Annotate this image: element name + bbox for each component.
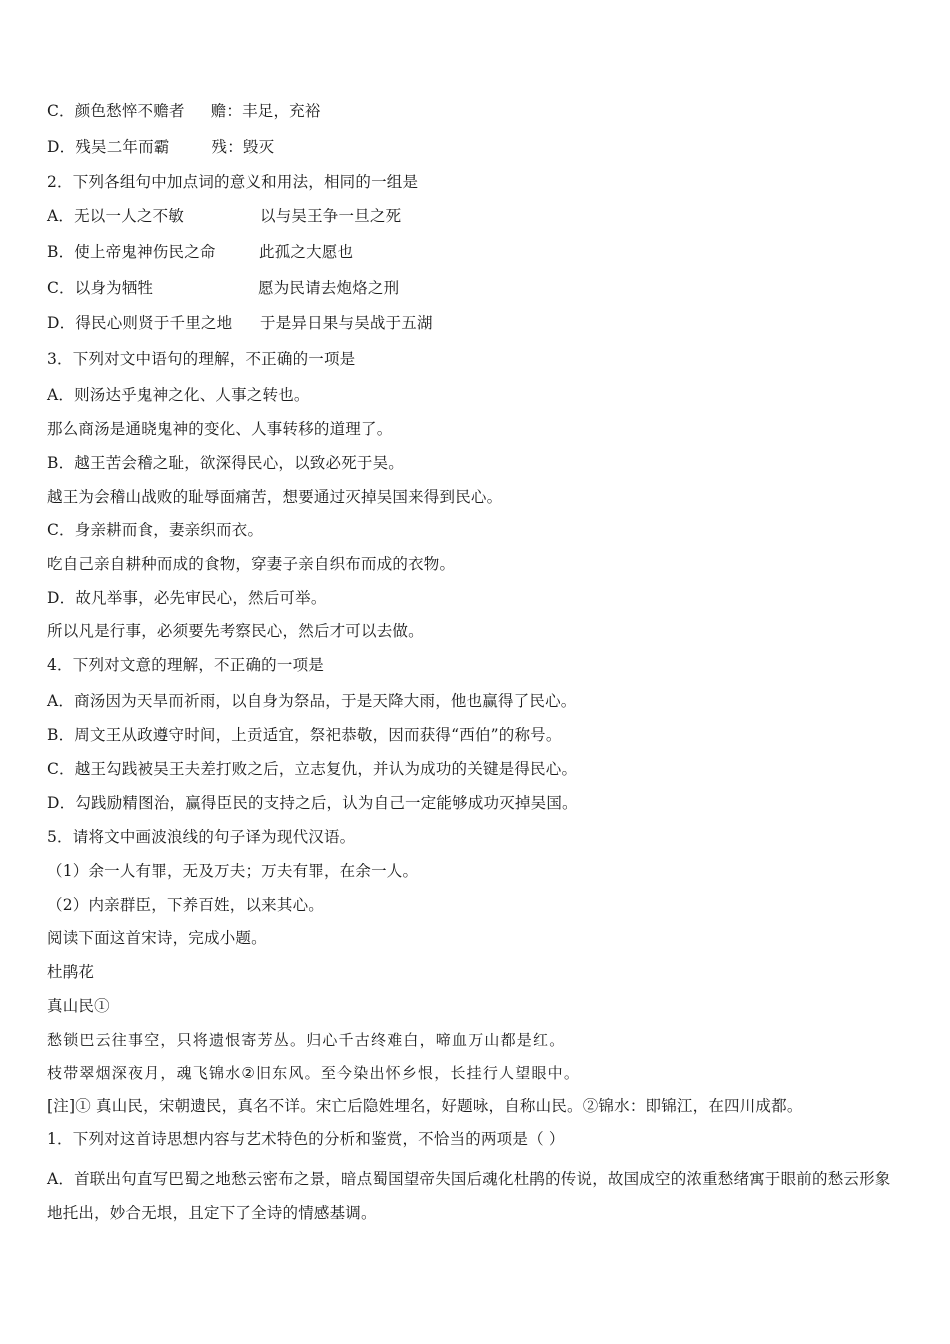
q2-option-b-left: B．使上帝鬼神伤民之命 (47, 243, 216, 261)
poem-title: 杜鹃花 (47, 963, 95, 981)
q4-option-d: D．勾践励精图治，赢得臣民的支持之后，认为自己一定能够成功灭掉吴国。 (47, 794, 578, 812)
q3-option-c: C．身亲耕而食，妻亲织而衣。 (47, 521, 264, 539)
poem-author: 真山民① (47, 997, 110, 1015)
q4-option-a: A．商汤因为天旱而祈雨，以自身为祭品，于是天降大雨，他也赢得了民心。 (47, 692, 577, 710)
q2-option-b (47, 242, 353, 262)
q2-option-a-left: A．无以一人之不敏 (47, 207, 184, 225)
q2-option-b-right: 此孤之大愿也 (259, 243, 354, 261)
q4-option-b: B．周文王从政遵守时间，上贡适宜，祭祀恭敬，因而获得“西伯”的称号。 (47, 726, 562, 744)
reading-intro: 阅读下面这首宋诗，完成小题。 (47, 929, 267, 947)
question-5: 5．请将文中画波浪线的句子译为现代汉语。 (47, 828, 356, 846)
sub-question-1-option-a: A．首联出句直写巴蜀之地愁云密布之景，暗点蜀国望帝失国后魂化杜鹃的传说，故国成空的浓重愁绪寓于眼前的愁云形象地托出，妙合无垠，且定下了全诗的情感基调。 (47, 1170, 891, 1222)
q4-option-c: C．越王勾践被吴王夫差打败之后，立志复仇，并认为成功的关键是得民心。 (47, 760, 578, 778)
q3-option-d-translation: 所以凡是行事，必须要先考察民心，然后才可以去做。 (47, 622, 424, 640)
poem-line-2: 枝带翠烟深夜月，魂飞锦水②旧东风。至今染出怀乡恨，长挂行人望眼中。 (47, 1064, 581, 1082)
question-2: 2．下列各组句中加点词的意义和用法，相同的一组是 (47, 173, 419, 191)
q3-option-b-translation: 越王为会稽山战败的耻辱面痛苦，想要通过灭掉吴国来得到民心。 (47, 488, 503, 506)
poem-note: [注]① 真山民，宋朝遗民，真名不详。宋亡后隐姓埋名，好题咏，自称山民。②锦水：即锦江，在四川成都。 (47, 1097, 803, 1115)
option-c-text: C．颜色愁悴不赡者 (47, 102, 185, 120)
q2-option-d-left: D．得民心则贤于千里之地 (47, 314, 233, 332)
option-c-gloss: 赡：丰足，充裕 (210, 102, 321, 120)
q2-option-c-right: 愿为民请去炮烙之刑 (258, 279, 400, 297)
question-3: 3．下列对文中语句的理解，不正确的一项是 (47, 350, 356, 368)
q2-option-d (47, 313, 433, 333)
q2-option-c-left: C．以身为牺牲 (47, 279, 154, 297)
q2-option-a (47, 206, 401, 226)
q3-option-a-translation: 那么商汤是通晓鬼神的变化、人事转移的道理了。 (47, 420, 393, 438)
option-d-gloss: 残：毁灭 (211, 138, 275, 156)
q3-option-d: D．故凡举事，必先审民心，然后可举。 (47, 589, 327, 607)
option-d-line (47, 137, 274, 157)
q3-option-c-translation: 吃自己亲自耕种而成的食物，穿妻子亲自织布而成的衣物。 (47, 555, 456, 573)
question-4: 4．下列对文意的理解，不正确的一项是 (47, 656, 324, 674)
option-d-text: D．残吴二年而霸 (47, 138, 170, 156)
q5-item-1: （1）余一人有罪，无及万夫；万夫有罪，在余一人。 (47, 862, 419, 880)
poem-line-1: 愁锁巴云往事空，只将遗恨寄芳丛。归心千古终难白，啼血万山都是红。 (47, 1031, 566, 1049)
q2-option-d-right: 于是异日果与吴战于五湖 (260, 314, 433, 332)
q5-item-2: （2）内亲群臣，下养百姓，以来其心。 (47, 896, 324, 914)
q2-option-a-right: 以与吴王争一旦之死 (260, 207, 402, 225)
q3-option-b: B．越王苦会稽之耻，欲深得民心，以致必死于吴。 (47, 454, 404, 472)
option-c-line (47, 101, 321, 121)
q2-option-c (47, 278, 399, 298)
q3-option-a: A．则汤达乎鬼神之化、人事之转也。 (47, 386, 310, 404)
sub-question-1: 1．下列对这首诗思想内容与艺术特色的分析和鉴赏，不恰当的两项是（ ） (47, 1130, 565, 1148)
